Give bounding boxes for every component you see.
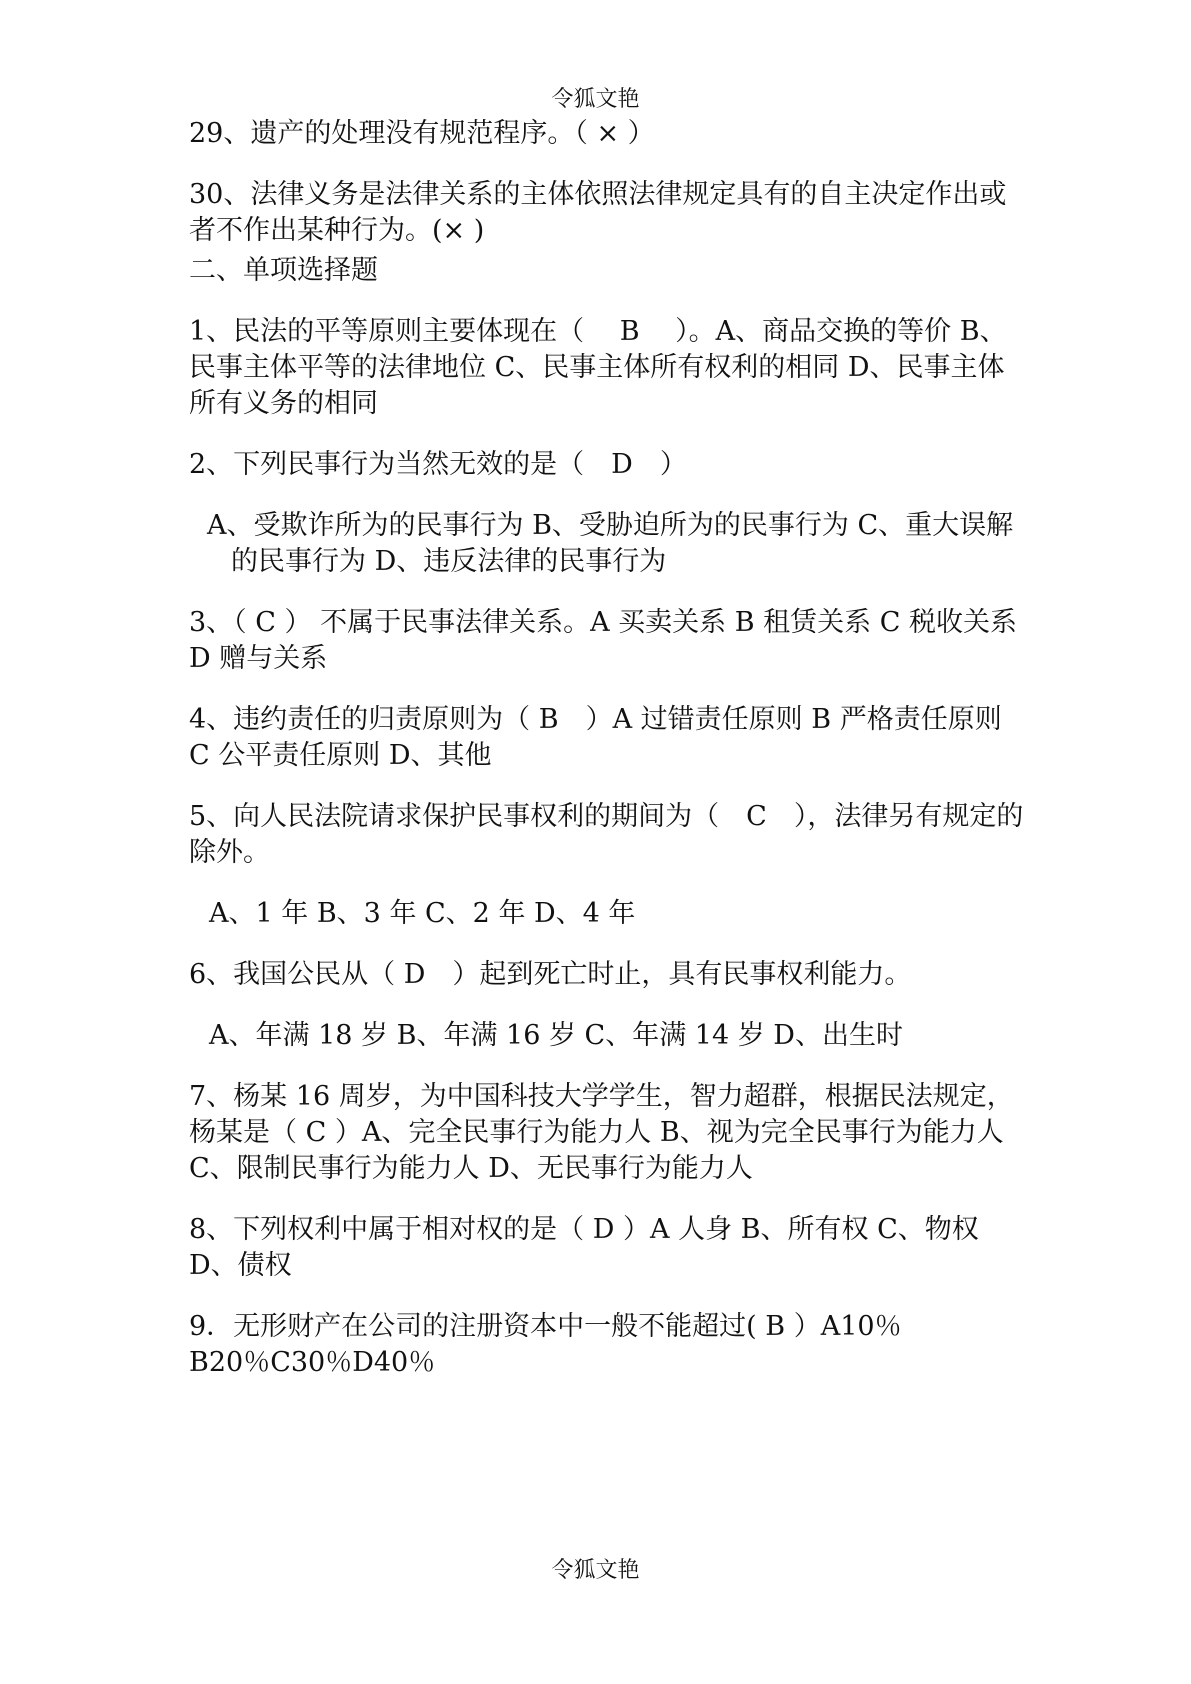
question-4: 4、违约责任的归责原则为（ B ）A 过错责任原则 B 严格责任原则 C 公平责任原则 D、其他 (189, 704, 1011, 771)
question-29: 29、遗产的处理没有规范程序。（ × ） (189, 118, 655, 149)
question-6: 6、我国公民从（ D ）起到死亡时止，具有民事权利能力。 (189, 959, 912, 990)
question-5-options: A、1 年 B、3 年 C、2 年 D、4 年 (209, 898, 636, 929)
page-header: 令狐文艳 (551, 87, 640, 112)
question-3: 3、（ C ） 不属于民事法律关系。A 买卖关系 B 租赁关系 C 税收关系 D 赠与关系 (189, 607, 1026, 674)
question-6-options: A、年满 18 岁 B、年满 16 岁 C、年满 14 岁 D、出生时 (209, 1020, 903, 1051)
question-7: 7、杨某 16 周岁，为中国科技大学学生，智力超群，根据民法规定，杨某是（ C ）A、完全民事行为能力人 B、视为完全民事行为能力人 C、限制民事行为能力人 D、无民事行为能力人 (189, 1081, 1014, 1184)
question-5: 5、向人民法院请求保护民事权利的期间为（ C ），法律另有规定的除外。 (189, 801, 1024, 868)
question-30: 30、法律义务是法律关系的主体依照法律规定具有的自主决定作出或者不作出某种行为。(× ) (189, 179, 1007, 246)
question-2: 2、下列民事行为当然无效的是（ D ） (189, 449, 687, 480)
question-8: 8、下列权利中属于相对权的是（ D ）A 人身 B、所有权 C、物权 D、债权 (189, 1214, 988, 1281)
question-9: 9．无形财产在公司的注册资本中一般不能超过( B ）A10％ B20％C30％D40％ (189, 1311, 911, 1378)
section-heading: 二、单项选择题 (189, 255, 378, 286)
question-1: 1、民法的平等原则主要体现在（ B ）。A、商品交换的等价 B、民事主体平等的法律地位 C、民事主体所有权利的相同 D、民事主体所有义务的相同 (189, 316, 1007, 419)
document-body (189, 116, 1029, 1406)
question-2-options: A、受欺诈所为的民事行为 B、受胁迫所为的民事行为 C、重大误解的民事行为 D、违反法律的民事行为 (207, 510, 1014, 577)
page-footer: 令狐文艳 (551, 1558, 640, 1583)
